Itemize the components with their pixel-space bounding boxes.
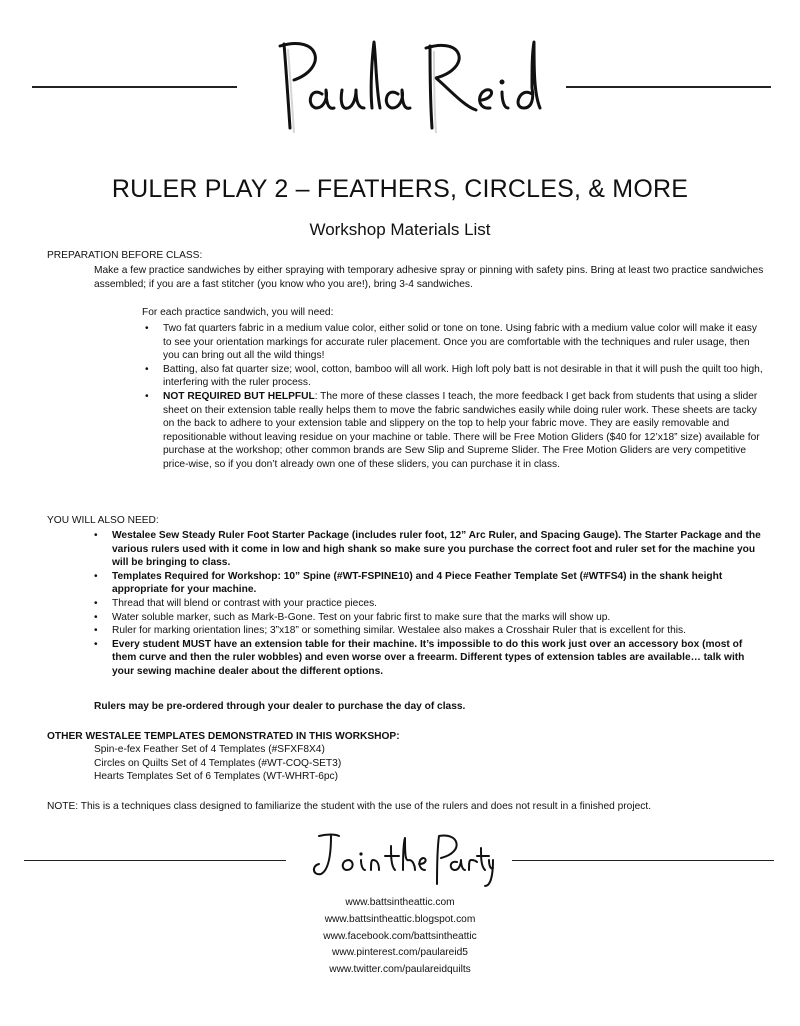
sandwich-list (145, 322, 768, 472)
list-item-lead: NOT REQUIRED BUT HELPFUL (163, 390, 315, 402)
note-text: NOTE: This is a techniques class designed to familiarize the student with the use of the rulers and does not result in a finished project. (47, 801, 652, 812)
bullet: • (94, 530, 98, 541)
list-item-text: : The more of these classes I teach, the more feedback I get back from students that using a slider sheet on their extension table really helps them to move the fabric sandwiches easily while doing ruler work. These sheets are tacky on the back to adhere to your extension table and slippery on the top to help your fabric move. They are easily removable and repositionable without leaving residue on your machine or table. There will be Free Motion Gliders ($40 for 12’x18” size) available for purchase at the workshop; other common brands are Sew Slip and Supreme Slider. The Free Motion Gliders are very competitive price-wise, so if you don’t already own one of these sliders, you can purchase it in class. (163, 390, 760, 470)
header-rule-right (566, 86, 771, 88)
also-need-heading-block (47, 514, 767, 528)
footer-rule-left (24, 860, 286, 861)
bullet: • (94, 625, 98, 637)
for-each-sandwich (142, 306, 762, 320)
other-templates-heading-block (47, 730, 767, 744)
preorder-note: Rulers may be pre-ordered through your dealer to purchase the day of class. (94, 701, 466, 712)
preparation-intro (94, 264, 766, 291)
page-subtitle: Workshop Materials List (309, 220, 491, 239)
preparation-intro-text: Make a few practice sandwiches by either spraying with temporary adhesive spray or pinning with safety pins. Bring at least two practice sandwiches assembled; if you are a fast stitcher (you know who you are!), bring 3-4 sandwiches. (94, 265, 764, 290)
list-item-text: Water soluble marker, such as Mark-B-Gone. Test on your fabric first to make sure that the marks will show up. (112, 611, 611, 623)
list-item-text: Two fat quarters fabric in a medium value color, either solid or tone on tone. Using fabric with a medium value color will make it easy to see your orientation markings for accurate ruler placement. Once you are comfortable with the techniques and ruler usage, then you can bring out all the wild things! (163, 323, 757, 362)
footer-rule-right (512, 860, 774, 861)
for-each-heading: For each practice sandwich, you will need: (142, 307, 334, 318)
list-item (94, 611, 768, 625)
other-templates-heading: OTHER WESTALEE TEMPLATES DEMONSTRATED IN THIS WORKSHOP: (47, 731, 400, 742)
bullet: • (145, 323, 149, 334)
bullet: • (94, 597, 98, 609)
note-block (47, 800, 777, 814)
list-item: Circles on Quilts Set of 4 Templates (#WT-COQ-SET3) (94, 757, 342, 769)
page-title: RULER PLAY 2 – FEATHERS, CIRCLES, & MORE (111, 175, 689, 203)
preparation-section (47, 249, 767, 263)
list-item (94, 529, 768, 570)
paula-reid-signature-logo (250, 28, 550, 140)
link-blog[interactable]: www.battsintheattic.blogspot.com (324, 913, 476, 925)
also-need-list (94, 529, 768, 679)
list-item-text: Templates Required for Workshop: 10” Spine (#WT-FSPINE10) and 4 Piece Feather Template Set (#WTFS4) in the shank height appropriate for your machine. (112, 570, 723, 596)
bullet: • (145, 390, 149, 402)
list-item (145, 390, 768, 472)
header-rule-left (32, 86, 237, 88)
list-item-text: Westalee Sew Steady Ruler Foot Starter Package (includes ruler foot, 12” Arc Ruler, and Spacing Gauge). The Starter Package and the various rulers used with it come in low and high shank so make sure you purchase the correct foot and ruler set for the machine you will be bringing to class. (112, 530, 761, 569)
bullet: • (94, 638, 98, 650)
list-item-text: Ruler for marking orientation lines; 3”x18” or something similar. Westalee also makes a Crosshair Ruler that is excellent for this. (112, 625, 686, 637)
list-item-text: Thread that will blend or contrast with your practice pieces. (112, 597, 377, 609)
list-item (94, 624, 768, 638)
list-item: Hearts Templates Set of 6 Templates (WT-WHRT-6pc) (94, 771, 339, 783)
other-templates-list (94, 743, 768, 784)
list-item-text: Batting, also fat quarter size; wool, cotton, bamboo will all work. High loft poly batt is not desirable in that it will push the quilt too high, interfering with the ruler process. (163, 363, 763, 389)
bullet: • (94, 570, 98, 582)
list-item: Spin-e-fex Feather Set of 4 Templates (#SFXF8X4) (94, 744, 325, 755)
link-facebook[interactable]: www.facebook.com/battsintheattic (323, 930, 477, 942)
link-twitter[interactable]: www.twitter.com/paulareidquilts (329, 964, 471, 976)
bullet: • (94, 611, 98, 623)
footer-links (0, 895, 800, 979)
also-need-heading: YOU WILL ALSO NEED: (47, 515, 159, 526)
list-item (145, 322, 768, 363)
list-item (94, 638, 768, 679)
list-item (94, 597, 768, 611)
list-item (145, 363, 768, 390)
bullet: • (145, 363, 149, 375)
join-the-party-signature-logo (305, 830, 495, 890)
list-item (94, 570, 768, 597)
list-item-text: Every student MUST have an extension table for their machine. It’s impossible to do this work just over an accessory box (most of them curve and then the ruler wobbles) and even worse over a freearm. Different types of extension tables are available… talk with your sewing machine dealer about the different options. (112, 638, 745, 677)
preparation-heading: PREPARATION BEFORE CLASS: (47, 250, 203, 261)
link-pinterest[interactable]: www.pinterest.com/paulareid5 (332, 947, 468, 959)
preorder-note-block (94, 700, 768, 714)
link-website[interactable]: www.battsintheattic.com (345, 897, 455, 908)
